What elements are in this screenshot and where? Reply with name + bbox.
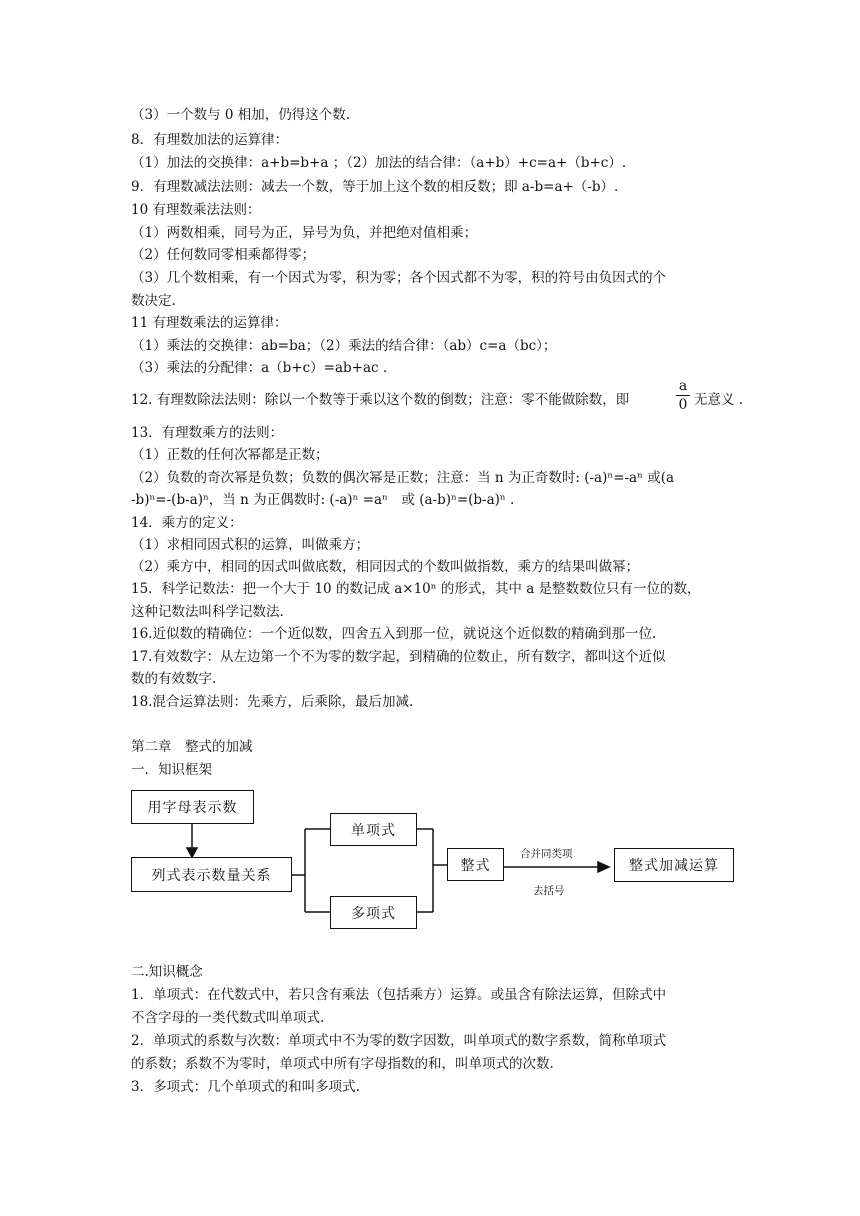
fraction-denominator: 0 — [678, 397, 688, 413]
text-line: 数的有效数字. — [131, 671, 217, 687]
box-polynomial: 多项式 — [330, 896, 417, 929]
box-monomial: 单项式 — [330, 813, 417, 846]
text-line: （1）乘法的交换律：ab=ba；（2）乘法的结合律：（ab）c=a（bc）； — [131, 338, 557, 354]
text-line: （3）几个数相乘，有一个因式为零，积为零；各个因式都不为零，积的符号由负因式的个 — [131, 270, 667, 286]
text-line: 这种记数法叫科学记数法. — [131, 604, 284, 620]
text-line: （2）任何数同零相乘都得零； — [131, 247, 316, 263]
box-letters-represent-numbers: 用字母表示数 — [131, 790, 254, 824]
text-line: 13．有理数乘方的法则： — [131, 425, 284, 441]
text-line: （1）两数相乘，同号为正，异号为负，并把绝对值相乘； — [131, 225, 478, 241]
text-line: （3）乘法的分配律：a（b+c）=ab+ac . — [131, 360, 388, 376]
text-line: 的系数；系数不为零时，单项式中所有字母指数的和，叫单项式的次数. — [131, 1056, 554, 1072]
text-line: 2．单项式的系数与次数：单项式中不为零的数字因数，叫单项式的数字系数，简称单项式 — [131, 1033, 667, 1049]
text-line: （2）乘方中，相同的因式叫做底数，相同因式的个数叫做指数，乘方的结果叫做幂； — [131, 559, 640, 575]
box-add-subtract-operations: 整式加减运算 — [614, 848, 734, 882]
fraction-suffix: 无意义 . — [694, 392, 744, 408]
text-line: 10 有理数乘法法则： — [131, 202, 261, 218]
chapter-heading: 第二章 整式的加减 — [131, 739, 253, 755]
text-line: （1）正数的任何次幂都是正数； — [131, 447, 329, 463]
section-heading: 二.知识概念 — [131, 964, 203, 980]
text-line: -b)ⁿ=-(b-a)ⁿ，当 n 为正偶数时: (-a)ⁿ =aⁿ 或 (a-b)ⁿ=(b-a)ⁿ . — [131, 492, 515, 508]
label-combine-like-terms: 合并同类项 — [520, 848, 573, 860]
text-line: 不含字母的一类代数式叫单项式. — [131, 1010, 325, 1026]
text-line: 17.有效数字：从左边第一个不为零的数字起，到精确的位数止，所有数字，都叫这个近似 — [131, 649, 666, 665]
text-line: （3）一个数与 0 相加，仍得这个数. — [131, 107, 351, 123]
text-line: 12. 有理数除法法则：除以一个数等于乘以这个数的倒数；注意：零不能做除数，即 — [131, 392, 630, 408]
text-line: 数决定. — [131, 293, 176, 309]
text-line: 3．多项式：几个单项式的和叫多项式. — [131, 1079, 360, 1095]
box-expression-relations: 列式表示数量关系 — [131, 857, 292, 892]
text-line: 18.混合运算法则：先乘方，后乘除，最后加减. — [131, 694, 414, 710]
label-remove-brackets: 去括号 — [533, 885, 565, 897]
text-line: （1）求相同因式积的运算，叫做乘方； — [131, 537, 370, 553]
fraction-numerator: a — [678, 378, 688, 394]
text-line: 11 有理数乘法的运算律： — [131, 315, 288, 331]
text-line: （1）加法的交换律：a+b=b+a ；（2）加法的结合律：（a+b）+c=a+（b+c）. — [131, 155, 627, 171]
text-line: 9．有理数减法法则：减去一个数，等于加上这个数的相反数；即 a-b=a+（-b）. — [131, 179, 619, 195]
text-line: 1．单项式：在代数式中，若只含有乘法（包括乘方）运算。或虽含有除法运算，但除式中 — [131, 987, 667, 1003]
box-integral-expression: 整式 — [447, 848, 504, 881]
text-line: 14．乘方的定义： — [131, 515, 243, 531]
text-line: 15．科学记数法：把一个大于 10 的数记成 a×10ⁿ 的形式，其中 a 是整数数位只有一位的数， — [131, 581, 701, 597]
section-heading: 一．知识框架 — [131, 762, 212, 778]
text-line: 8．有理数加法的运算律： — [131, 132, 289, 148]
text-line: 16.近似数的精确位：一个近似数，四舍五入到那一位，就说这个近似数的精确到那一位. — [131, 626, 657, 642]
text-line: （2）负数的奇次幂是负数；负数的偶次幂是正数；注意：当 n 为正奇数时: (-a)ⁿ=-aⁿ 或(a — [131, 470, 675, 486]
